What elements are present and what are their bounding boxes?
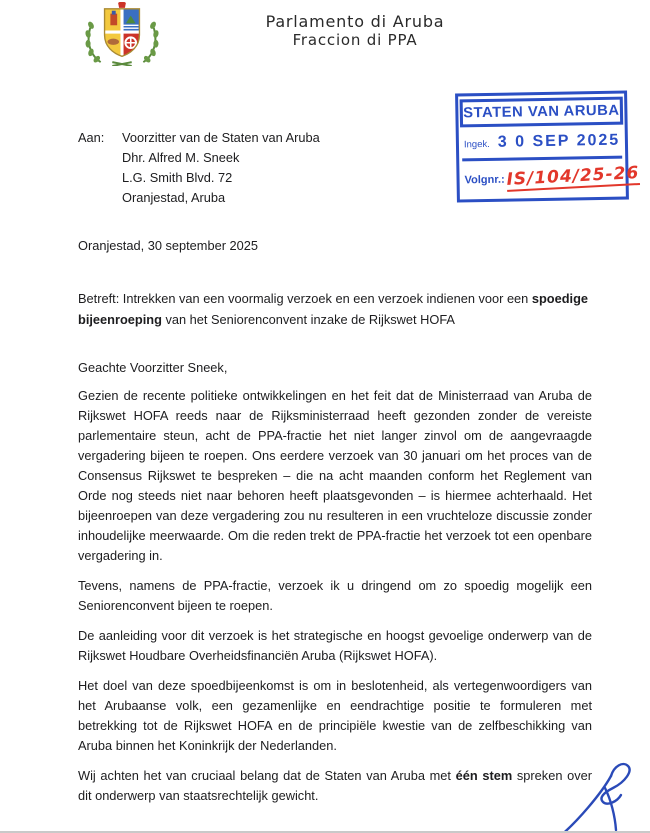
- recipient-lines: [122, 128, 320, 208]
- dateline: Oranjestad, 30 september 2025: [78, 238, 258, 253]
- letterhead: [215, 12, 495, 50]
- paragraph-5: [78, 766, 592, 806]
- paragraph-1: Gezien de recente politieke ontwikkelingen en het feit dat de Ministerraad van Aruba de Rijkswet HOFA reeds naar de Rijksministerraad heeft gezonden zonder de vereiste parlementaire steun, acht de PPA-fractie het niet langer zinvol om de aangevraagde vergadering bijeen te roepen. Ons eerdere verzoek van 30 januari om het proces van de Consensus Rijkswet te bespreken – die na acht maanden conform het Reglement van Orde nog steeds niet naar behoren heeft plaatsgevonden – is hiermee achterhaald. Het bijeenroepen van deze vergadering zou nu resulteren in een vruchteloze discussie zonder inhoudelijke meerwaarde. Om die reden trekt de PPA-fractie het verzoek tot een openbare vergadering in.: [78, 388, 592, 563]
- recipient-line: Dhr. Alfred M. Sneek: [122, 150, 240, 165]
- subject-bold: spoedige bijeenroeping: [78, 291, 589, 327]
- aruba-coat-of-arms-icon: [82, 2, 162, 66]
- paragraph-5-suffix: spreken over dit onderwerp van staatsrechtelijk gewicht.: [78, 768, 592, 803]
- subject-prefix: Betreft: Intrekken van een voormalig verzoek en een verzoek indienen voor een: [78, 291, 532, 306]
- subject-line: [78, 288, 592, 330]
- letter-content: [78, 128, 592, 806]
- stamp-number-value: IS/104/25-26: [506, 163, 640, 190]
- recipient-label: Aan:: [78, 130, 105, 145]
- paragraph-2: Tevens, namens de PPA-fractie, verzoek ik u dringend om zo spoedig mogelijk een Seniorenconvent bijeen te roepen.: [78, 578, 592, 613]
- recipient-line: Voorzitter van de Staten van Aruba: [122, 130, 320, 145]
- paragraph-5-prefix: Wij achten het van cruciaal belang dat de Staten van Aruba met: [78, 768, 456, 783]
- subject-suffix: van het Seniorenconvent inzake de Rijkswet HOFA: [161, 312, 455, 327]
- recipient-block: [78, 128, 592, 208]
- stamp-received-date: 3 0 SEP 2025: [497, 131, 621, 151]
- recipient-line: L.G. Smith Blvd. 72: [122, 170, 233, 185]
- signature-paraph-icon: [553, 760, 645, 833]
- salutation: Geachte Voorzitter Sneek,: [78, 360, 228, 375]
- paragraph-3: De aanleiding voor dit verzoek is het strategische en hoogst gevoelige onderwerp van de Rijkswet Houdbare Overheidsfinanciën Aruba (Rijkswet HOFA).: [78, 628, 592, 663]
- paragraph-5-bold: één stem: [455, 768, 513, 783]
- org-fraction: Fraccion di PPA: [292, 31, 418, 49]
- org-name: Parlamento di Aruba: [265, 12, 445, 31]
- recipient-line: Oranjestad, Aruba: [122, 190, 226, 205]
- stamp-received-label: Ingek.: [463, 138, 490, 151]
- stamp-title: STATEN VAN ARUBA: [460, 97, 624, 128]
- stamp-number-label: Volgnr.:: [464, 173, 505, 187]
- paragraph-4: Het doel van deze spoedbijeenkomst is om in beslotenheid, als vertegenwoordigers van het Arubaanse volk, een gezamenlijke en eendrachtige positie te formuleren met betrekking tot de Rijkswet HOFA en de principiële kwestie van de zelfbeschikking van Aruba binnen het Koninkrijk der Nederlanden.: [78, 678, 592, 753]
